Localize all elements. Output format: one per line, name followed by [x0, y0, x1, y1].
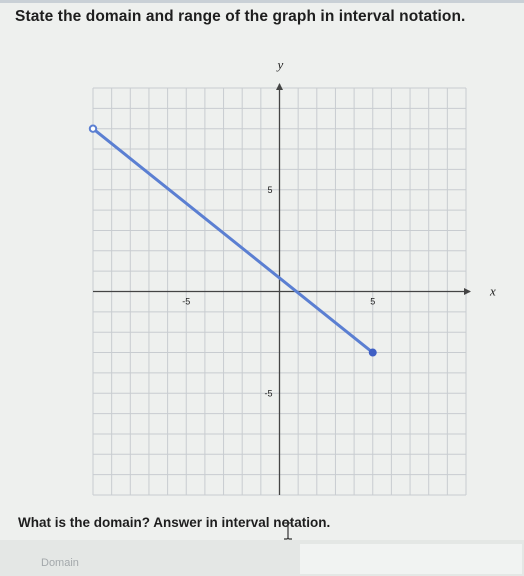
x-axis-arrow-icon [464, 288, 471, 295]
x-tick-label: -5 [182, 296, 191, 307]
y-tick-label: -5 [264, 388, 273, 399]
text-cursor-icon [283, 522, 293, 540]
domain-question: What is the domain? Answer in interval notation. [18, 515, 331, 530]
y-axis-arrow-icon [276, 83, 283, 90]
y-tick-label: 5 [267, 184, 273, 195]
page-top-border [0, 0, 524, 3]
domain-input[interactable] [300, 544, 522, 574]
plot [90, 126, 377, 357]
x-axis-label: x [490, 283, 496, 299]
open-endpoint [90, 126, 96, 132]
y-axis-label: y [277, 57, 284, 72]
question-title: State the domain and range of the graph in interval notation. [15, 8, 466, 25]
x-tick-label: 5 [370, 296, 376, 307]
closed-endpoint [369, 349, 377, 357]
graph-line-segment [93, 129, 376, 353]
axes [93, 57, 496, 495]
domain-label: Domain [41, 557, 79, 569]
coordinate-graph [0, 55, 524, 500]
